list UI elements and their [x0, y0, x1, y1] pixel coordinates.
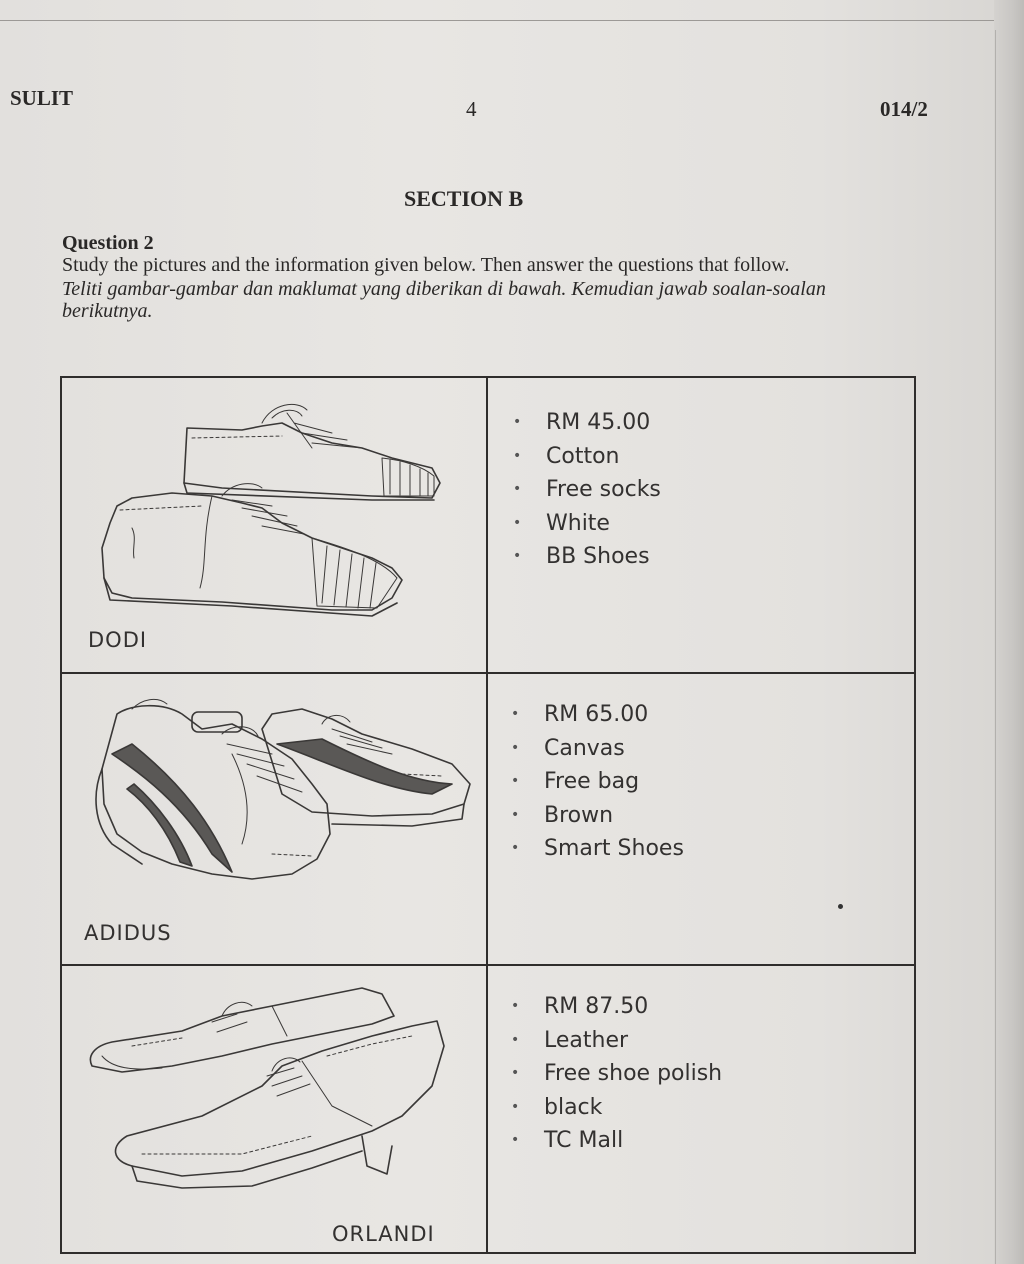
- leather-shoes-icon: [72, 976, 472, 1216]
- product-detail: • Smart Shoes: [506, 832, 684, 866]
- instruction-malay: Teliti gambar-gambar dan maklumat yang diberikan di bawah. Kemudian jawab soalan-soalan berikutnya.: [62, 278, 826, 322]
- product-info-cell: [488, 966, 914, 1252]
- product-info-cell: [488, 674, 914, 964]
- product-detail: • RM 87.50: [506, 990, 722, 1024]
- product-detail: • black: [506, 1091, 722, 1125]
- product-details-list: [506, 698, 684, 866]
- product-detail: • RM 65.00: [506, 698, 684, 732]
- product-image-cell: [62, 378, 488, 672]
- question-block: [62, 232, 892, 322]
- table-row: [62, 966, 914, 1252]
- product-detail: • TC Mall: [506, 1124, 722, 1158]
- page-number: 4: [466, 97, 477, 121]
- product-detail: • Free socks: [508, 473, 661, 507]
- question-title: Question 2: [62, 232, 154, 254]
- product-detail: • Free shoe polish: [506, 1057, 722, 1091]
- instruction-english: Study the pictures and the information given below. Then answer the questions that follow.: [62, 254, 790, 276]
- product-info-cell: [488, 378, 914, 672]
- top-rule: [0, 20, 1010, 21]
- product-brand: DODI: [88, 628, 148, 652]
- product-details-list: [506, 990, 722, 1158]
- product-image-cell: [62, 674, 488, 964]
- page-edge: [994, 0, 1024, 1264]
- product-detail: • White: [508, 507, 661, 541]
- product-table: [60, 376, 916, 1254]
- section-title: SECTION B: [404, 186, 524, 211]
- product-detail: • Free bag: [506, 765, 684, 799]
- product-detail: • Canvas: [506, 732, 684, 766]
- product-detail: • Brown: [506, 799, 684, 833]
- product-detail: • RM 45.00: [508, 406, 661, 440]
- product-brand: ORLANDI: [332, 1222, 435, 1246]
- canvas-sneakers-icon: [72, 388, 472, 618]
- header-classification: SULIT: [10, 86, 74, 110]
- ink-speck: [838, 904, 843, 909]
- table-row: [62, 674, 914, 966]
- product-detail: • Leather: [506, 1024, 722, 1058]
- product-image-cell: [62, 966, 488, 1252]
- product-detail: • BB Shoes: [508, 540, 661, 574]
- product-brand: ADIDUS: [84, 921, 172, 945]
- paper-code: 014/2: [880, 97, 928, 121]
- product-detail: • Cotton: [508, 440, 661, 474]
- sports-shoes-icon: [72, 684, 472, 914]
- table-row: [62, 378, 914, 674]
- product-details-list: [508, 406, 661, 574]
- page-edge-line: [995, 30, 996, 1264]
